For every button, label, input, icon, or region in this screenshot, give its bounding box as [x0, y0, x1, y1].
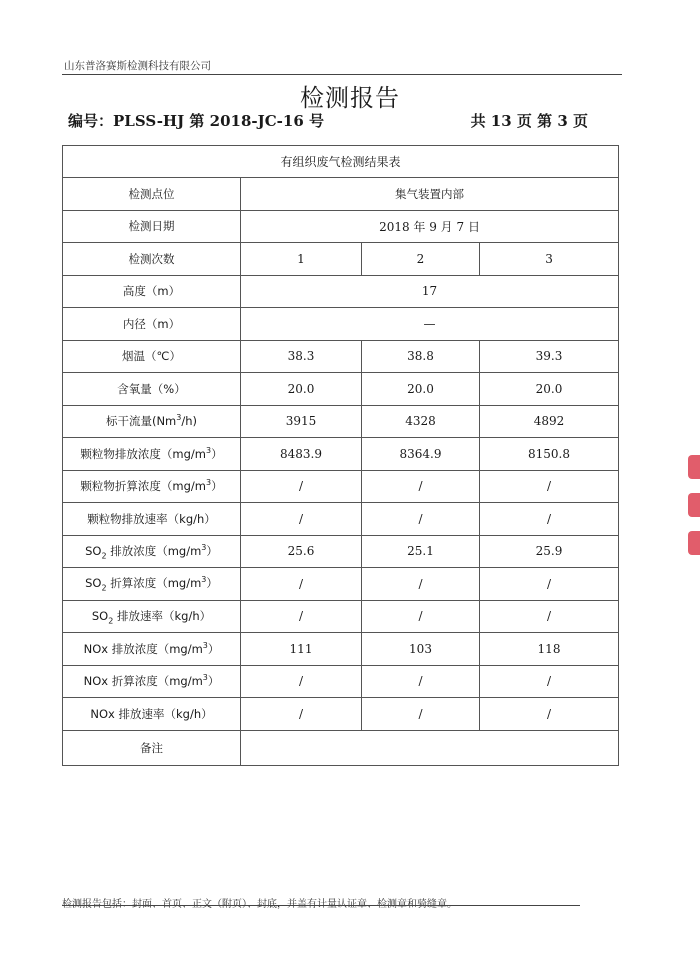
label-text: SO [85, 576, 102, 591]
row-label [63, 405, 241, 438]
table-row [63, 470, 619, 503]
table-row [63, 665, 619, 698]
label-superscript: 3 [205, 445, 212, 455]
table-row [63, 600, 619, 633]
label-subscript: 2 [101, 550, 107, 560]
label-text: ） [207, 674, 220, 689]
cell-value: 25.6 [241, 535, 362, 568]
label-text: ） [211, 479, 223, 494]
label-text: 标干流量(Nm [105, 414, 177, 429]
label-text: NOx 折算浓度（mg/m [83, 674, 203, 689]
cell-value: / [362, 470, 480, 503]
cell-value: 3915 [241, 405, 362, 438]
label-text: 折算浓度（mg/m [106, 576, 202, 591]
row-label [63, 535, 241, 568]
cell-value: / [241, 568, 362, 601]
cell-value: 4892 [480, 405, 619, 438]
cell-value: 103 [362, 633, 480, 666]
row-label: 检测次数 [63, 243, 241, 276]
cell-value: / [480, 470, 619, 503]
cell-value: / [241, 665, 362, 698]
label-text: 排放速率（kg/h） [113, 608, 212, 623]
row-label: 烟温（℃） [63, 340, 241, 373]
table-row [63, 503, 619, 536]
remarks-row [63, 730, 619, 765]
cell-value: / [362, 665, 480, 698]
cell-value: / [362, 503, 480, 536]
cell-value: / [241, 503, 362, 536]
row-label: 高度（m） [63, 275, 241, 308]
cell-value: / [480, 698, 619, 731]
row-label: 检测点位 [63, 178, 241, 211]
cell-value: / [480, 568, 619, 601]
row-label: 含氧量（%） [63, 373, 241, 406]
cell-value: — [241, 308, 619, 341]
table-row [63, 633, 619, 666]
label-superscript: 3 [205, 478, 212, 488]
row-label: 颗粒物排放速率（kg/h） [63, 503, 241, 536]
seal-stamp-fragment [688, 455, 700, 479]
table-title-row [63, 146, 619, 178]
remarks-value [241, 730, 619, 765]
cell-value: 3 [480, 243, 619, 276]
cell-value: 20.0 [480, 373, 619, 406]
table-row [63, 308, 619, 341]
cell-value: 25.1 [362, 535, 480, 568]
row-label: NOx 排放速率（kg/h） [63, 698, 241, 731]
cell-value: 4328 [362, 405, 480, 438]
cell-value: 集气装置内部 [241, 178, 619, 211]
cell-value: 111 [241, 633, 362, 666]
label-text: /h) [181, 414, 198, 429]
table-title: 有组织废气检测结果表 [63, 146, 619, 178]
cell-value: 20.0 [241, 373, 362, 406]
seal-stamp-edge [688, 455, 700, 575]
label-superscript: 3 [202, 673, 208, 683]
footer-divider [62, 905, 580, 906]
table-row [63, 340, 619, 373]
cell-value: / [241, 698, 362, 731]
cell-value: / [362, 698, 480, 731]
label-text: SO [85, 543, 102, 558]
label-superscript: 3 [201, 575, 207, 585]
cell-value: / [241, 600, 362, 633]
document-title: 检测报告 [300, 84, 400, 112]
row-label [63, 438, 241, 471]
cell-value: 20.0 [362, 373, 480, 406]
cell-value: 38.8 [362, 340, 480, 373]
label-superscript: 3 [176, 413, 182, 423]
company-name: 山东普洛赛斯检测科技有限公司 [64, 60, 211, 72]
footer-note: 检测报告包括：封面、首页、正文（附页）、封底，并盖有计量认证章、检测章和骑缝章。 [62, 899, 457, 910]
results-table [62, 145, 619, 766]
label-subscript: 2 [108, 615, 114, 625]
table-row [63, 178, 619, 211]
cell-value: 38.3 [241, 340, 362, 373]
row-label [63, 633, 241, 666]
cell-value: 25.9 [480, 535, 619, 568]
seal-stamp-fragment [688, 493, 700, 517]
label-text: ） [206, 576, 218, 591]
cell-value: 2 [362, 243, 480, 276]
label-text: ） [206, 543, 218, 558]
cell-value: / [480, 665, 619, 698]
table-row [63, 568, 619, 601]
label-text: NOx 排放浓度（mg/m [83, 641, 203, 656]
cell-value: 17 [241, 275, 619, 308]
table-row [63, 535, 619, 568]
label-superscript: 3 [202, 640, 208, 650]
cell-value: 1 [241, 243, 362, 276]
cell-value: 39.3 [480, 340, 619, 373]
cell-value: / [362, 568, 480, 601]
table-row [63, 698, 619, 731]
label-text: ） [207, 641, 220, 656]
cell-value: / [241, 470, 362, 503]
table-row [63, 438, 619, 471]
header-divider [62, 74, 622, 75]
seal-stamp-fragment [688, 531, 700, 555]
table-row [63, 243, 619, 276]
label-superscript: 3 [201, 542, 207, 552]
report-number: 编号：PLSS-HJ 第 2018-JC-16 号 [68, 112, 324, 130]
label-text: 排放浓度（mg/m [106, 543, 202, 558]
row-label: 检测日期 [63, 210, 241, 243]
cell-value: / [480, 503, 619, 536]
table-row [63, 373, 619, 406]
row-label [63, 665, 241, 698]
cell-value: 8483.9 [241, 438, 362, 471]
label-text: ） [211, 446, 223, 461]
row-label [63, 568, 241, 601]
cell-value: / [480, 600, 619, 633]
cell-value: 2018 年 9 月 7 日 [241, 210, 619, 243]
cell-value: / [362, 600, 480, 633]
table-row [63, 275, 619, 308]
label-text: 颗粒物折算浓度（mg/m [80, 479, 206, 494]
page-info: 共 13 页 第 3 页 [470, 112, 588, 130]
cell-value: 118 [480, 633, 619, 666]
row-label: 备注 [63, 730, 241, 765]
table-row [63, 210, 619, 243]
label-text: 颗粒物排放浓度（mg/m [80, 446, 206, 461]
row-label [63, 470, 241, 503]
table-row [63, 405, 619, 438]
cell-value: 8364.9 [362, 438, 480, 471]
label-subscript: 2 [101, 583, 107, 593]
label-text: SO [91, 608, 109, 623]
row-label: 内径（m） [63, 308, 241, 341]
row-label [63, 600, 241, 633]
cell-value: 8150.8 [480, 438, 619, 471]
